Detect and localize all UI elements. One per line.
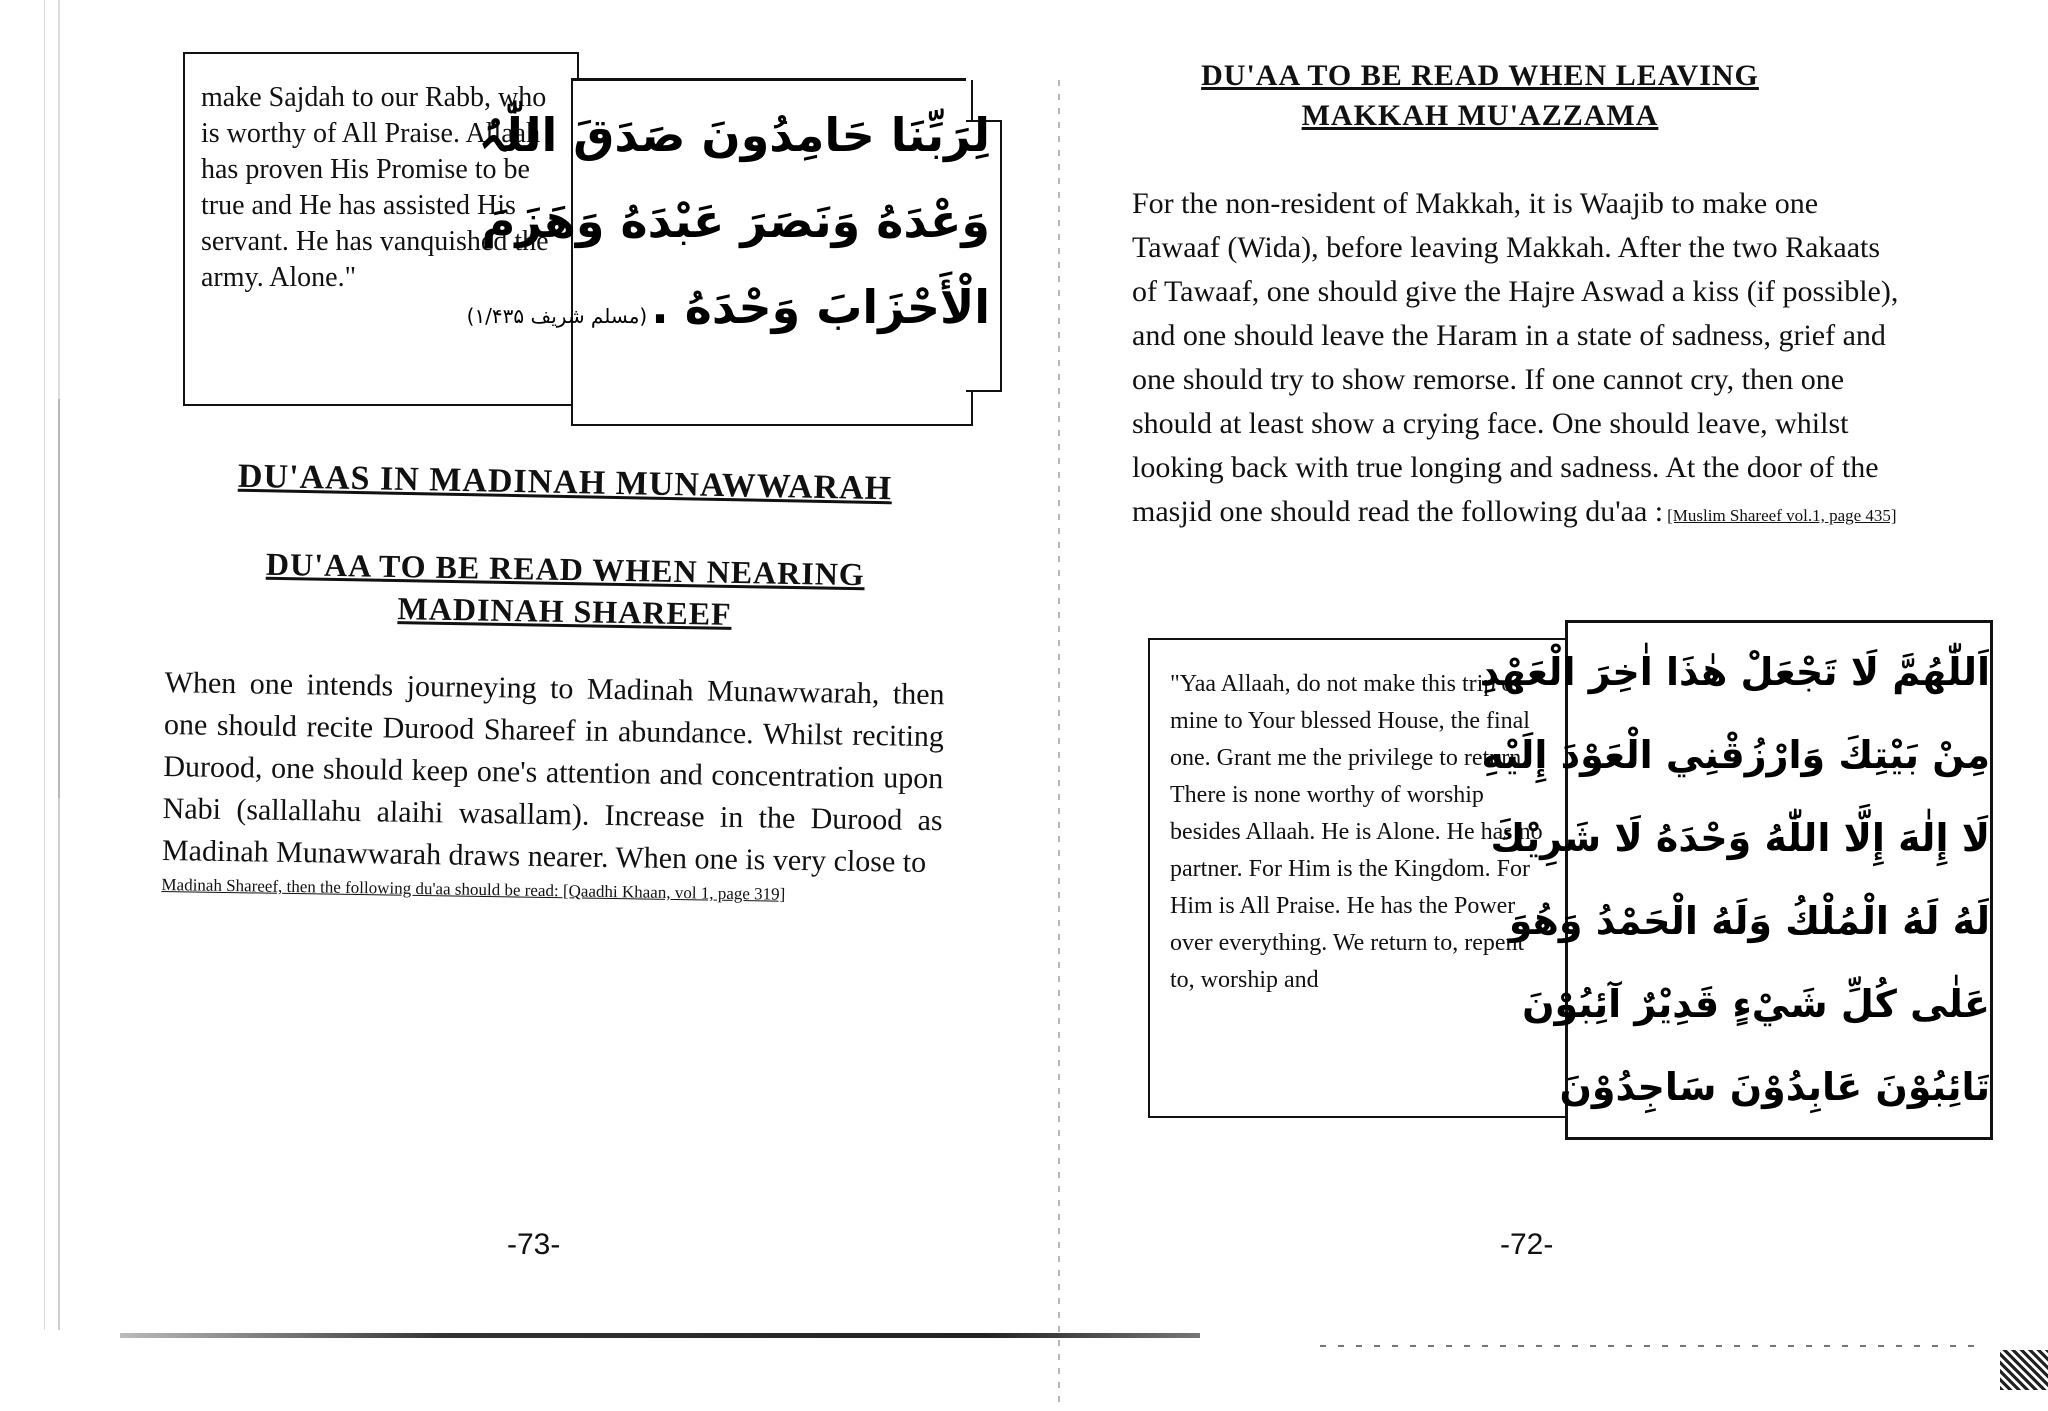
dua-arabic-text — [1479, 631, 1990, 1129]
paragraph: When one intends journeying to Madinah Munawwarah, then one should recite Durood Shareef in abundance. Whilst reciting Durood, one should keep one's attention and concentration upon Nabi (sallallahu alaihi wasallam). Increase in the Durood as Madinah Munawwarah draws nearer. When one is very close to — [161, 665, 945, 879]
page-number: -72- — [1500, 1228, 1554, 1261]
dua-arabic-box-topline — [571, 78, 966, 81]
page-number: -73- — [507, 1228, 561, 1261]
paragraph-block — [1132, 182, 1902, 534]
arabic-line: لِرَبِّنَا حَامِدُونَ صَدَقَ اللّٰہُ — [478, 108, 990, 162]
right-page — [1060, 0, 2048, 1411]
dua-translation-text: make Sajdah to our Rabb, who is worthy of All Praise. Allaah has proven His Promise to be true and He has assisted His servant. He has vanquished the army. Alone." — [201, 82, 549, 293]
heading-line: MADINAH SHAREEF — [397, 590, 732, 632]
arabic-line: اَللّٰهُمَّ لَا تَجْعَلْ هٰذَا اٰخِرَ الْعَهْدِ — [1479, 650, 1990, 694]
section-heading — [1140, 56, 1820, 136]
arabic-line: لَهُ لَهُ الْمُلْكُ وَلَهُ الْحَمْدُ وَهُوَ — [1508, 899, 1990, 943]
dua-translation-text: "Yaa Allaah, do not make this trip of mine to Your blessed House, the final one. Grant me the privilege to return. There is none worthy of worship besides Allaah. He is Alone. He has no partner. For Him is the Kingdom. For Him is All Praise. He has the Power over everything. We return to, repent to, worship and — [1170, 671, 1543, 993]
subsection-heading — [239, 542, 890, 637]
paragraph: For the non-resident of Makkah, it is Waajib to make one Tawaaf (Wida), before leaving Makkah. After the two Rakaats of Tawaaf, one should give the Hajre Aswad a kiss (if possible), and one should leave the Haram in a state of sadness, grief and one should try to show remorse. If one cannot cry, then one should at least show a crying face. One should leave, whilst looking back with true longing and sadness. At the door of the masjid one should read the following du'aa : — [1132, 187, 1899, 528]
heading-line: DU'AA TO BE READ WHEN NEARING — [265, 545, 866, 593]
arabic-line: عَلٰى كُلِّ شَيْءٍ قَدِيْرٌ آئِبُوْنَ — [1522, 982, 1990, 1026]
arabic-line: الْأَحْزَابَ وَحْدَهُ . — [651, 280, 990, 334]
paragraph-reference: [Muslim Shareef vol.1, page 435] — [1667, 506, 1897, 525]
section-heading: DU'AAS IN MADINAH MUNAWWARAH — [237, 457, 893, 508]
heading-line: DU'AA TO BE READ WHEN LEAVING — [1201, 59, 1759, 92]
dua-arabic-box — [1479, 620, 1993, 1140]
arabic-line: مِنْ بَيْتِكَ وَارْزُقْنِي الْعَوْدَ إِلَيْهِ — [1481, 733, 1990, 777]
heading-line: MAKKAH MU'AZZAMA — [1301, 99, 1659, 132]
arabic-line: وَعْدَهُ وَنَصَرَ عَبْدَهُ وَهَزَمَ — [481, 194, 990, 248]
paragraph-block — [161, 662, 945, 908]
arabic-reference: (مسلم شریف ۱/۴۳۵) — [466, 304, 648, 328]
dua-arabic-text — [466, 92, 990, 382]
arabic-line: لَا إِلٰهَ إِلَّا اللّٰهُ وَحْدَهُ لَا شَرِيْكَ — [1490, 816, 1990, 860]
paragraph-reference: Madinah Shareef, then the following du'aa should be read: [Qaadhi Khaan, vol 1, page 319] — [161, 874, 786, 904]
arabic-line: تَائِبُوْنَ عَابِدُوْنَ سَاجِدُوْنَ — [1559, 1065, 1990, 1109]
